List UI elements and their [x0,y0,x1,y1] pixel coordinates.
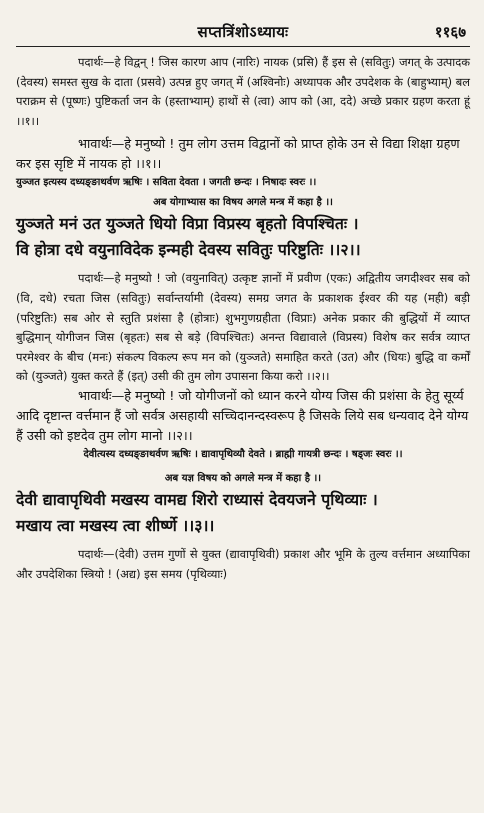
padarth-paragraph-3: पदार्थः—(देवी) उत्तम गुणों से युक्त (द्यावापृथिवी) प्रकाश और भूमि के तुल्य वर्त्तमान अध्यापिका और उपदेशिका स्त्रियो ! (अद्य) इस समय (पृथिव्याः) [16,546,470,581]
mantra-2-line-2: वि होत्रा दधे वयुनाविदेक इन्मही देवस्य सवितुः परिष्टुतिः ।।२।। [16,240,361,260]
bhavarth-paragraph-1: भावार्थः—हे मनुष्यो ! तुम लोग उत्तम विद्वानों को प्राप्त होके उन से विद्या शिक्षा ग्रहण कर इस सृष्टि में नायक हो ।।१।। [16,137,460,173]
padarth-paragraph-2: पदार्थः—हे मनुष्यो ! जो (वयुनावित्) उत्कृष्ट ज्ञानों में प्रवीण (एकः) अद्वितीय जगदीश्वर सब को (वि, दधे) रचता जिस (सवितुः) सर्वान्तर्यामी (देवस्य) समग्र जगत के प्रकाशक ईश्वर की यह (मही) बड़ी (परिष्टुतिः) सब ओर से स्तुति प्रशंसा है (होत्राः) शुभगुणग्रहीता (विप्राः) अनेक प्रकार की बुद्धियों में व्याप्त बुद्धिमान् योगीजन जिस (बृहतः) सब से बड़े (विपश्चितः) अनन्त विद्यावाले (विप्रस्य) विशेष कर सर्वत्र व्याप्त परमेश्वर के बीच (मनः) संकल्प विकल्प रूप मन को (युञ्जते) समाहित करते (उत) और (धियः) बुद्धि वा कर्मों को (युञ्जते) युक्त करते हैं (इत्) उसी की तुम लोग उपासना किया करो ।।२।। [16,271,470,384]
page-number: ११६७ [434,23,466,41]
header-rule [16,46,470,47]
topic-line-1: अब योगाभ्यास का विषय अगले मन्त्र में कहा है ।। [153,197,333,209]
bhavarth-paragraph-2: भावार्थः—हे मनुष्यो ! जो योगीजनों को ध्यान करने योग्य जिस की प्रशंसा के हेतु सूर्य्य आदि दृष्टान्त वर्त्तमान हैं जो सर्वत्र असहायी सच्चिदानन्दस्वरूप है जिसके लिये सब धन्यवाद देने योग्य हैं उसी को इष्टदेव तुम लोग मानो ।।२।। [16,388,469,444]
topic-line-2: अब यज्ञ विषय को अगले मन्त्र में कहा है ।। [164,472,322,484]
page-header [16,22,470,44]
padarth-paragraph-1: पदार्थः—हे विद्वन् ! जिस कारण आप (नारिः) नायक (प्रसि) हैं इस से (सवितुः) जगत् के उत्पादक (देवस्य) समस्त सुख के दाता (प्रसवे) उत्पन्न हुए जगत् में (अश्विनोः) अध्यापक और उपदेशक के (बाहुभ्याम्) बल पराक्रम से (पूष्णः) पुष्टिकर्ता जन के (हस्ताभ्याम्) हाथों से (त्वा) आप को (आ, ददे) अच्छे प्रकार ग्रहण करता हूं ।।१।। [16,55,470,128]
mantra-3-line-1: देवी द्यावापृथिवी मखस्य वामद्य शिरो राध्यासं देवयजने पृथिव्याः । [16,489,378,509]
mantra-3-line-2: मखाय त्वा मखस्य त्वा शीर्ष्णे ।।३।। [16,515,215,535]
rishi-line-1: युञ्जत इत्यस्य दध्यङ्ङाथर्वण ऋषिः । सविता देवता । जगती छन्दः । निषादः स्वरः ।। [16,177,317,189]
mantra-2-line-1: युञ्जते मनं उत युञ्जते धियो विप्रा विप्रस्य बृहतो विपश्चितः । [16,214,359,234]
rishi-line-2: देवीत्यस्य दध्यङ्ङाथर्वण ऋषिः । द्यावापृथिव्यौ देवते । ब्राह्मी गायत्री छन्दः । षड्जः स्वरः ।। [83,448,403,460]
chapter-title: सप्तत्रिंशोऽध्यायः [197,23,289,41]
